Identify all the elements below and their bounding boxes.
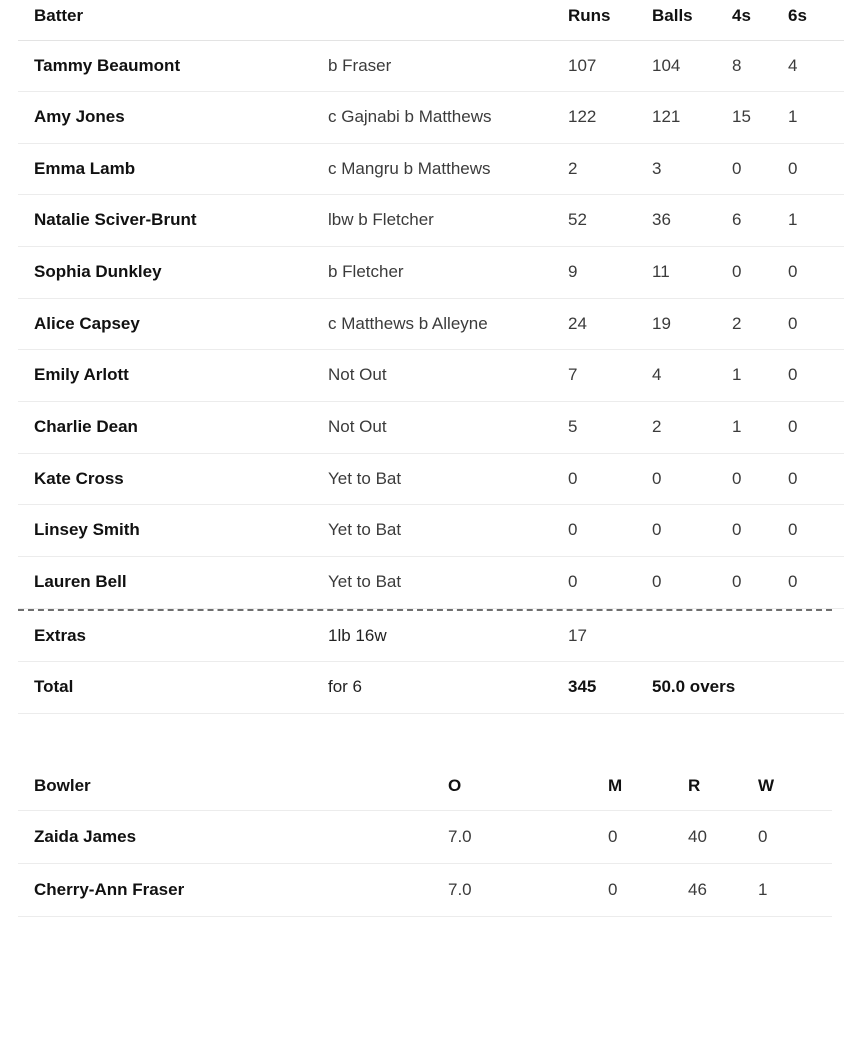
bowler-name: Cherry-Ann Fraser <box>18 863 448 916</box>
batter-runs: 0 <box>568 505 652 557</box>
column-header-runs: Runs <box>568 0 652 40</box>
column-header-fours: 4s <box>732 0 788 40</box>
extras-blank-fours <box>732 611 788 662</box>
table-row[interactable] <box>18 863 832 916</box>
column-header-overs: O <box>448 770 608 811</box>
batter-balls: 2 <box>652 402 732 454</box>
batter-name: Alice Capsey <box>18 298 328 350</box>
batter-fours: 1 <box>732 350 788 402</box>
batter-runs: 122 <box>568 92 652 144</box>
table-row[interactable] <box>18 453 844 505</box>
batter-fours: 6 <box>732 195 788 247</box>
batter-runs: 107 <box>568 40 652 92</box>
bowler-wickets: 1 <box>758 863 832 916</box>
batter-fours: 1 <box>732 402 788 454</box>
table-row[interactable] <box>18 40 844 92</box>
batter-dismissal: c Gajnabi b Matthews <box>328 92 568 144</box>
batter-fours: 0 <box>732 556 788 608</box>
bowler-overs: 7.0 <box>448 863 608 916</box>
batter-fours: 0 <box>732 505 788 557</box>
table-row[interactable] <box>18 350 844 402</box>
column-header-dismissal <box>328 0 568 40</box>
batter-runs: 52 <box>568 195 652 247</box>
extras-runs: 17 <box>568 611 652 662</box>
batter-dismissal: Yet to Bat <box>328 453 568 505</box>
table-row[interactable] <box>18 298 844 350</box>
total-runs: 345 <box>568 662 652 714</box>
table-row[interactable] <box>18 143 844 195</box>
batter-dismissal: b Fraser <box>328 40 568 92</box>
batter-fours: 0 <box>732 143 788 195</box>
table-row[interactable] <box>18 556 844 608</box>
batter-name: Sophia Dunkley <box>18 247 328 299</box>
extras-label: Extras <box>18 611 328 662</box>
extras-row <box>18 611 844 662</box>
batting-summary-table <box>18 611 844 714</box>
batter-dismissal: b Fletcher <box>328 247 568 299</box>
batter-balls: 11 <box>652 247 732 299</box>
batter-name: Lauren Bell <box>18 556 328 608</box>
table-row[interactable] <box>18 92 844 144</box>
batter-name: Emma Lamb <box>18 143 328 195</box>
batter-runs: 0 <box>568 453 652 505</box>
extras-blank-balls <box>652 611 732 662</box>
column-header-wickets: W <box>758 770 832 811</box>
batter-name: Charlie Dean <box>18 402 328 454</box>
batter-balls: 36 <box>652 195 732 247</box>
batter-balls: 121 <box>652 92 732 144</box>
batter-balls: 0 <box>652 505 732 557</box>
batter-balls: 0 <box>652 453 732 505</box>
bowler-runs: 46 <box>688 863 758 916</box>
table-row[interactable] <box>18 195 844 247</box>
batter-name: Amy Jones <box>18 92 328 144</box>
column-header-balls: Balls <box>652 0 732 40</box>
bowler-runs: 40 <box>688 810 758 863</box>
batter-fours: 15 <box>732 92 788 144</box>
batter-name: Emily Arlott <box>18 350 328 402</box>
batter-balls: 3 <box>652 143 732 195</box>
batter-sixes: 1 <box>788 195 844 247</box>
batter-runs: 0 <box>568 556 652 608</box>
bowler-maidens: 0 <box>608 810 688 863</box>
batter-dismissal: c Mangru b Matthews <box>328 143 568 195</box>
batter-sixes: 0 <box>788 402 844 454</box>
batter-balls: 104 <box>652 40 732 92</box>
total-row <box>18 662 844 714</box>
batter-name: Tammy Beaumont <box>18 40 328 92</box>
column-header-bowl-runs: R <box>688 770 758 811</box>
batter-dismissal: Yet to Bat <box>328 505 568 557</box>
bowler-overs: 7.0 <box>448 810 608 863</box>
table-row[interactable] <box>18 810 832 863</box>
bowling-scorecard-table <box>18 770 832 917</box>
batting-table-body <box>18 40 844 608</box>
batter-sixes: 0 <box>788 453 844 505</box>
batter-runs: 24 <box>568 298 652 350</box>
batter-fours: 8 <box>732 40 788 92</box>
batter-dismissal: lbw b Fletcher <box>328 195 568 247</box>
batter-name: Natalie Sciver-Brunt <box>18 195 328 247</box>
batter-runs: 2 <box>568 143 652 195</box>
batter-sixes: 0 <box>788 143 844 195</box>
bowler-wickets: 0 <box>758 810 832 863</box>
column-header-maidens: M <box>608 770 688 811</box>
batter-sixes: 0 <box>788 298 844 350</box>
batter-sixes: 4 <box>788 40 844 92</box>
batter-runs: 7 <box>568 350 652 402</box>
bowling-table-body <box>18 810 832 916</box>
batter-sixes: 0 <box>788 350 844 402</box>
table-row[interactable] <box>18 402 844 454</box>
extras-blank-sixes <box>788 611 844 662</box>
column-header-sixes: 6s <box>788 0 844 40</box>
bowling-table-header <box>18 770 832 811</box>
batter-sixes: 0 <box>788 505 844 557</box>
batter-dismissal: Not Out <box>328 350 568 402</box>
batter-balls: 0 <box>652 556 732 608</box>
column-header-bowler: Bowler <box>18 770 448 811</box>
batter-fours: 0 <box>732 453 788 505</box>
batting-table-header <box>18 0 844 40</box>
bowler-name: Zaida James <box>18 810 448 863</box>
batter-dismissal: Not Out <box>328 402 568 454</box>
batter-dismissal: c Matthews b Alleyne <box>328 298 568 350</box>
table-row[interactable] <box>18 247 844 299</box>
batter-balls: 4 <box>652 350 732 402</box>
batting-scorecard-table <box>18 0 844 609</box>
column-header-batter: Batter <box>18 0 328 40</box>
batter-balls: 19 <box>652 298 732 350</box>
batter-dismissal: Yet to Bat <box>328 556 568 608</box>
total-detail: for 6 <box>328 662 568 714</box>
extras-detail: 1lb 16w <box>328 611 568 662</box>
batter-runs: 5 <box>568 402 652 454</box>
batter-runs: 9 <box>568 247 652 299</box>
total-label: Total <box>18 662 328 714</box>
batter-fours: 0 <box>732 247 788 299</box>
table-row[interactable] <box>18 505 844 557</box>
bowler-maidens: 0 <box>608 863 688 916</box>
batter-fours: 2 <box>732 298 788 350</box>
batter-sixes: 1 <box>788 92 844 144</box>
batter-name: Linsey Smith <box>18 505 328 557</box>
batter-sixes: 0 <box>788 556 844 608</box>
batter-sixes: 0 <box>788 247 844 299</box>
batter-name: Kate Cross <box>18 453 328 505</box>
section-spacer <box>18 714 832 770</box>
total-overs: 50.0 overs <box>652 662 844 714</box>
